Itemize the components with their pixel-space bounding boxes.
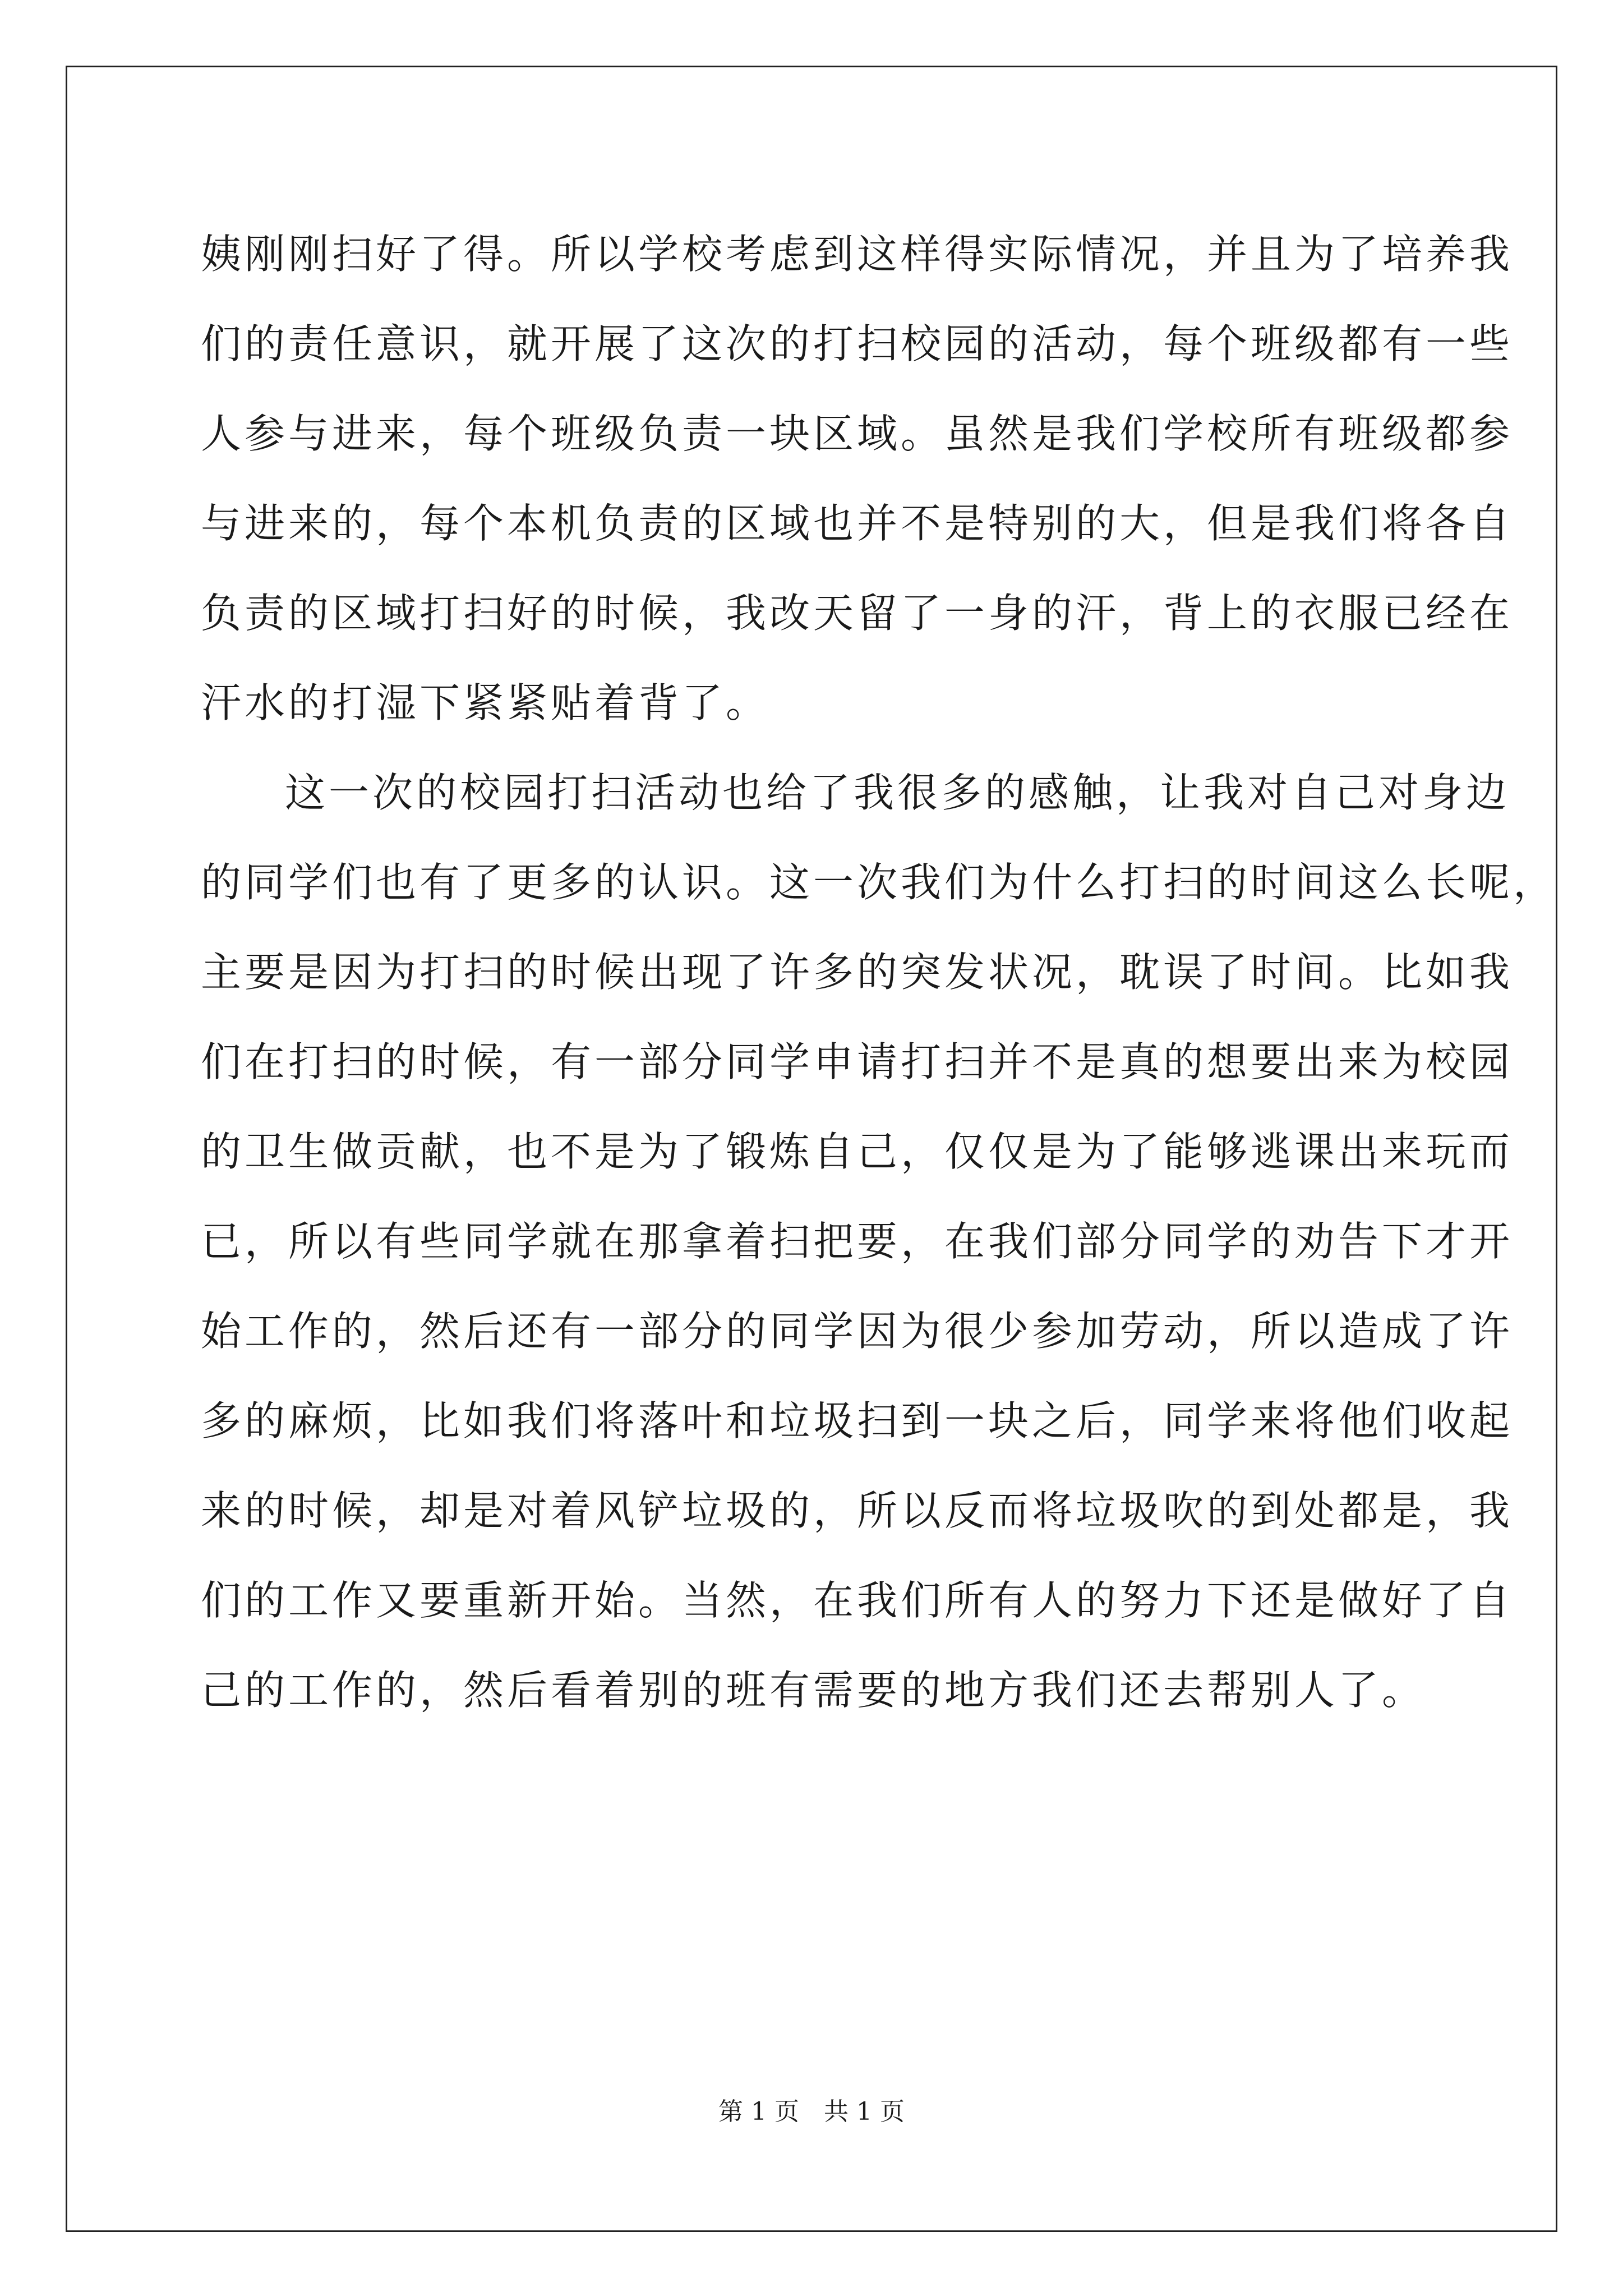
- text-line: 已，所以有些同学就在那拿着扫把要，在我们部分同学的劝告下才开: [201, 1218, 1514, 1265]
- page-footer: 第 1 页 共 1 页: [718, 2097, 905, 2126]
- text-line: 与进来的，每个本机负责的区域也并不是特别的大，但是我们将各自: [201, 500, 1514, 547]
- text-line: 人参与进来，每个班级负责一块区域。虽然是我们学校所有班级都参: [201, 410, 1514, 457]
- text-line: 来的时候，却是对着风铲垃圾的，所以反而将垃圾吹的到处都是，我: [201, 1487, 1514, 1534]
- text-line: 姨刚刚扫好了得。所以学校考虑到这样得实际情况，并且为了培养我: [201, 231, 1514, 278]
- text-line: 们的工作又要重新开始。当然，在我们所有人的努力下还是做好了自: [201, 1577, 1514, 1624]
- text-line: 的同学们也有了更多的认识。这一次我们为什么打扫的时间这么长呢，: [201, 859, 1557, 906]
- text-line: 负责的区域打扫好的时候，我改天留了一身的汗，背上的衣服已经在: [201, 590, 1514, 637]
- text-line: 的卫生做贡献，也不是为了锻炼自己，仅仅是为了能够逃课出来玩而: [201, 1128, 1514, 1175]
- text-line: 们在打扫的时候，有一部分同学申请打扫并不是真的想要出来为校园: [201, 1038, 1514, 1085]
- text-line: 汗水的打湿下紧紧贴着背了。: [201, 679, 770, 726]
- text-line: 始工作的，然后还有一部分的同学因为很少参加劳动，所以造成了许: [201, 1308, 1514, 1355]
- text-line: 多的麻烦，比如我们将落叶和垃圾扫到一块之后，同学来将他们收起: [201, 1397, 1514, 1444]
- text-line-indented: 这一次的校园打扫活动也给了我很多的感触，让我对自己对身边: [285, 769, 1510, 816]
- text-line: 己的工作的，然后看着别的班有需要的地方我们还去帮别人了。: [201, 1667, 1426, 1714]
- text-line: 们的责任意识，就开展了这次的打扫校园的活动，每个班级都有一些: [201, 320, 1514, 367]
- text-line: 主要是因为打扫的时候出现了许多的突发状况，耽误了时间。比如我: [201, 949, 1514, 996]
